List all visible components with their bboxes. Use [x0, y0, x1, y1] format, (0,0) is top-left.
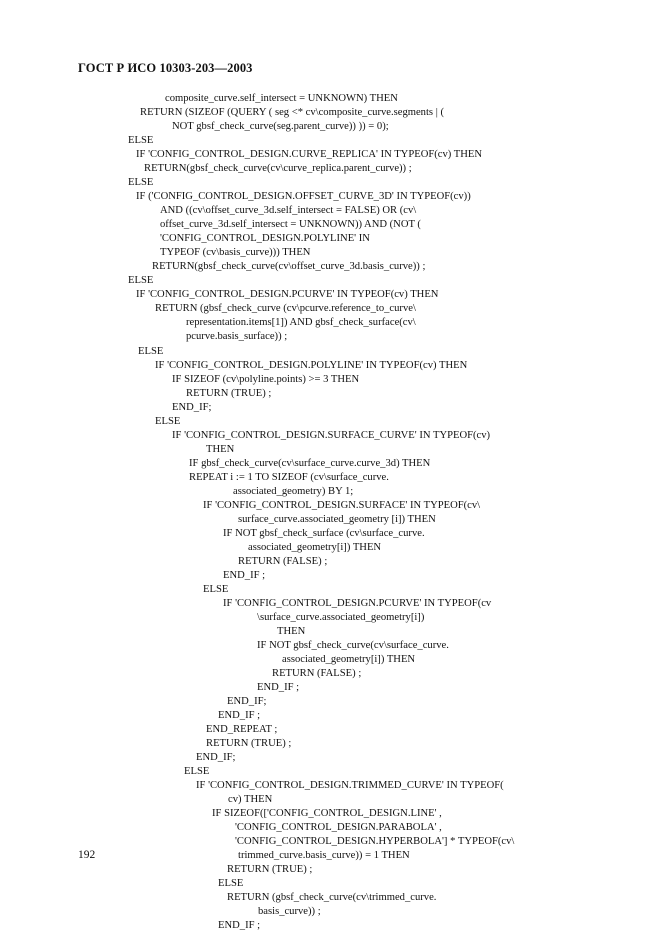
code-line: AND ((cv\offset_curve_3d.self_intersect = FALSE) OR (cv\: [160, 205, 417, 216]
code-line: ELSE: [203, 584, 229, 595]
code-line: associated_geometry) BY 1;: [233, 486, 354, 497]
code-line: IF ('CONFIG_CONTROL_DESIGN.OFFSET_CURVE_3D' IN TYPEOF(cv)): [136, 191, 471, 202]
code-line: THEN: [206, 444, 235, 455]
code-line: TYPEOF (cv\basis_curve))) THEN: [160, 247, 311, 258]
code-line: ELSE: [128, 275, 154, 286]
code-line: ELSE: [184, 766, 210, 777]
code-line: composite_curve.self_intersect = UNKNOWN) THEN: [165, 93, 398, 104]
page-number: 192: [78, 849, 96, 861]
code-line: offset_curve_3d.self_intersect = UNKNOWN)) AND (NOT (: [160, 219, 421, 230]
code-line: ELSE: [138, 346, 164, 357]
code-line: END_IF;: [227, 696, 267, 707]
code-line: ELSE: [128, 135, 154, 146]
code-line: END_IF;: [172, 402, 212, 413]
code-line: THEN: [277, 626, 306, 637]
code-line: IF gbsf_check_curve(cv\surface_curve.curve_3d) THEN: [189, 458, 431, 469]
code-line: ELSE: [155, 416, 181, 427]
code-line: IF SIZEOF (cv\polyline.points) >= 3 THEN: [172, 374, 360, 385]
code-line: representation.items[1]) AND gbsf_check_surface(cv\: [186, 317, 416, 328]
code-line: END_IF ;: [223, 570, 266, 581]
code-line: RETURN (gbsf_check_curve (cv\pcurve.reference_to_curve\: [155, 303, 416, 314]
code-line: END_IF ;: [218, 710, 261, 721]
code-line: END_IF;: [196, 752, 236, 763]
code-line: trimmed_curve.basis_curve)) = 1 THEN: [238, 850, 410, 861]
code-line: 'CONFIG_CONTROL_DESIGN.POLYLINE' IN: [160, 233, 370, 244]
code-line: basis_curve)) ;: [258, 906, 321, 917]
code-line: IF 'CONFIG_CONTROL_DESIGN.TRIMMED_CURVE' IN TYPEOF(: [196, 780, 504, 791]
code-line: RETURN (SIZEOF (QUERY ( seg <* cv\composite_curve.segments | (: [140, 107, 444, 118]
code-line: IF NOT gbsf_check_surface (cv\surface_curve.: [223, 528, 425, 539]
code-line: RETURN(gbsf_check_curve(cv\curve_replica.parent_curve)) ;: [144, 163, 412, 174]
code-line: ELSE: [128, 177, 154, 188]
code-line: RETURN (gbsf_check_curve(cv\trimmed_curve.: [227, 892, 437, 903]
code-line: REPEAT i := 1 TO SIZEOF (cv\surface_curve.: [189, 472, 389, 483]
code-line: 'CONFIG_CONTROL_DESIGN.HYPERBOLA'] * TYPEOF(cv\: [235, 836, 515, 847]
code-line: ELSE: [218, 878, 244, 889]
code-line: RETURN (FALSE) ;: [272, 668, 362, 679]
code-line: RETURN (TRUE) ;: [206, 738, 292, 749]
code-line: END_IF ;: [257, 682, 300, 693]
code-line: END_IF ;: [218, 920, 261, 931]
code-line: associated_geometry[i]) THEN: [248, 542, 382, 553]
code-line: IF SIZEOF(['CONFIG_CONTROL_DESIGN.LINE' ,: [212, 808, 442, 819]
code-line: surface_curve.associated_geometry [i]) THEN: [238, 514, 436, 525]
code-line: END_REPEAT ;: [206, 724, 278, 735]
code-line: RETURN (TRUE) ;: [227, 864, 313, 875]
code-line: IF 'CONFIG_CONTROL_DESIGN.SURFACE' IN TYPEOF(cv\: [203, 500, 481, 511]
code-line: IF 'CONFIG_CONTROL_DESIGN.PCURVE' IN TYPEOF(cv: [223, 598, 492, 609]
code-line: cv) THEN: [228, 794, 273, 805]
code-line: IF 'CONFIG_CONTROL_DESIGN.PCURVE' IN TYPEOF(cv) THEN: [136, 289, 439, 300]
code-line: 'CONFIG_CONTROL_DESIGN.PARABOLA' ,: [235, 822, 442, 833]
running-header: ГОСТ Р ИСО 10303-203—2003: [78, 61, 253, 75]
code-line: IF NOT gbsf_check_curve(cv\surface_curve.: [257, 640, 449, 651]
code-line: IF 'CONFIG_CONTROL_DESIGN.POLYLINE' IN TYPEOF(cv) THEN: [155, 360, 468, 371]
code-line: RETURN(gbsf_check_curve(cv\offset_curve_3d.basis_curve)) ;: [152, 261, 426, 272]
code-line: NOT gbsf_check_curve(seg.parent_curve)) )) = 0);: [172, 121, 389, 132]
code-line: associated_geometry[i]) THEN: [282, 654, 416, 665]
code-line: RETURN (TRUE) ;: [186, 388, 272, 399]
code-line: \surface_curve.associated_geometry[i]): [257, 612, 425, 623]
code-line: IF 'CONFIG_CONTROL_DESIGN.CURVE_REPLICA' IN TYPEOF(cv) THEN: [136, 149, 482, 160]
code-line: pcurve.basis_surface)) ;: [186, 331, 288, 342]
code-line: RETURN (FALSE) ;: [238, 556, 328, 567]
code-line: IF 'CONFIG_CONTROL_DESIGN.SURFACE_CURVE' IN TYPEOF(cv): [172, 430, 491, 441]
